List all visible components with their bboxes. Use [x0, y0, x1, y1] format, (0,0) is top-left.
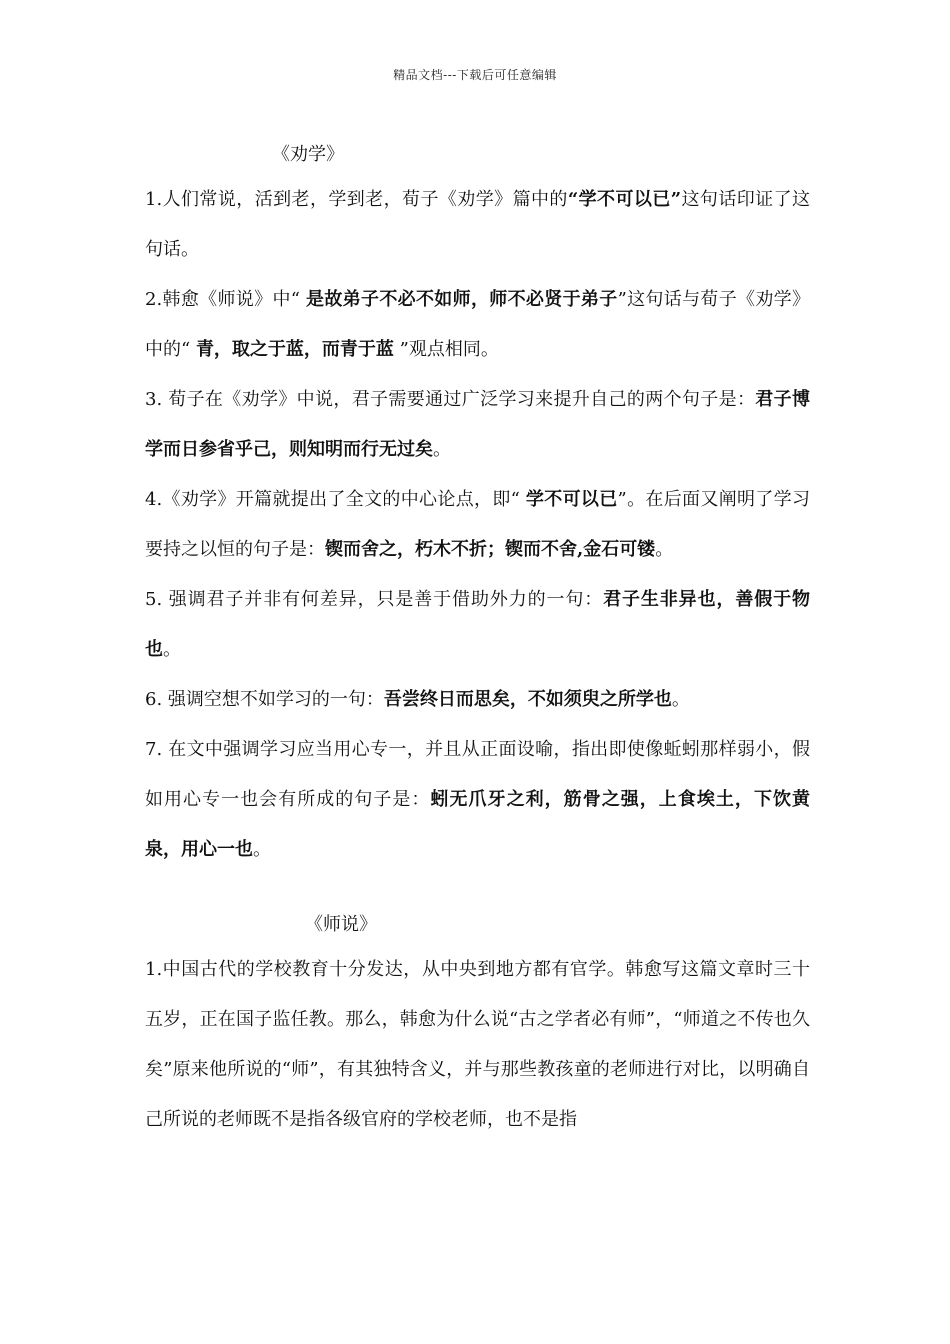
paragraph-1: 1.中国古代的学校教育十分发达，从中央到地方都有官学。韩愈写这篇文章时三十五岁，正在国子监任教。那么，韩愈为什么说“古之学者必有师”，“师道之不传也久矣”原来他所说的“师”，有其独特含义，并与那些教孩童的老师进行对比，以明确自己所说的老师既不是指各级官府的学校老师，也不是指	[145, 959, 810, 1130]
question-7: 7. 在文中强调学习应当用心专一，并且从正面设喻，指出即使像蚯蚓那样弱小，假如用心专一也会有所成的句子是：蚓无爪牙之利，筋骨之强，上食埃土，下饮黄泉，用心一也。	[145, 739, 811, 860]
page-header: 精品文档---下载后可任意编辑	[393, 68, 557, 82]
section-quanxue	[145, 175, 810, 875]
section-title-quanxue: 《劝学》	[272, 144, 344, 165]
question-5: 5. 强调君子并非有何差异，只是善于借助外力的一句：君子生非异也，善假于物也。	[145, 589, 810, 660]
question-3: 3. 荀子在《劝学》中说，君子需要通过广泛学习来提升自己的两个句子是：君子博学而日参省乎己，则知明而行无过矣。	[145, 389, 810, 460]
question-1: 1.人们常说，活到老，学到老，荀子《劝学》篇中的“学不可以已”这句话印证了这句话。	[145, 189, 811, 260]
question-2: 2.韩愈《师说》中“ 是故弟子不必不如师，师不必贤于弟子”这句话与荀子《劝学》中的“ 青，取之于蓝，而青于蓝 ”观点相同。	[145, 289, 811, 360]
question-6: 6. 强调空想不如学习的一句：吾尝终日而思矣，不如须臾之所学也。	[145, 689, 690, 710]
section-shishuo	[145, 945, 810, 1145]
question-4: 4.《劝学》开篇就提出了全文的中心论点，即“ 学不可以已”。在后面又阐明了学习要持之以恒的句子是：锲而舍之，朽木不折；锲而不舍,金石可镂。	[145, 489, 810, 560]
section-title-shishuo: 《师说》	[305, 914, 377, 935]
